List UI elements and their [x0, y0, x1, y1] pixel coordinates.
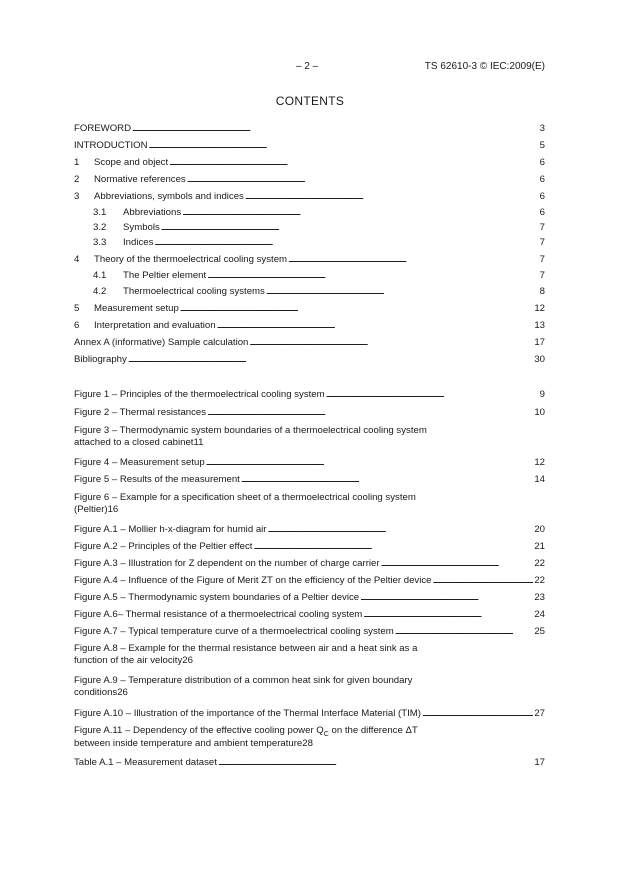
toc-tables [74, 752, 545, 769]
toc-entry-1[interactable]: 1 Scope and object . . . 6 [74, 152, 545, 169]
figure-entry[interactable]: Figure 1 – Principles of the thermoelectrical cooling system . . . 9 [74, 382, 545, 401]
toc-entry-foreword[interactable]: FOREWORD . . . 3 [74, 118, 545, 135]
figure-entry[interactable]: Figure 2 – Thermal resistances . . . 10 [74, 401, 545, 419]
toc-entry-3-3[interactable]: 3.3 Indices . . . 7 [74, 234, 545, 249]
document-id: TS 62610-3 © IEC:2009(E) [424, 61, 545, 72]
page-number: – 2 – [296, 61, 319, 72]
toc-entry-annex-a[interactable]: Annex A (informative) Sample calculation . . . 17 [74, 332, 545, 349]
table-entry[interactable]: Table A.1 – Measurement dataset . . . 17 [74, 752, 545, 769]
figure-entry[interactable]: Figure 5 – Results of the measurement . . . 14 [74, 469, 545, 486]
page-header [0, 61, 620, 75]
toc-entry-4[interactable]: 4 Theory of the thermoelectrical cooling system . . . 7 [74, 249, 545, 266]
contents-title: CONTENTS [275, 94, 345, 108]
figure-entry[interactable]: Figure A.7 – Typical temperature curve of a thermoelectrical cooling system . . . 25 [74, 621, 545, 638]
figure-entry[interactable]: Figure A.4 – Influence of the Figure of Merit ZT on the efficiency of the Peltier device . . . 22 [74, 570, 545, 587]
toc-entry-2[interactable]: 2 Normative references . . . 6 [74, 169, 545, 186]
toc-entry-introduction[interactable]: INTRODUCTION . . . 5 [74, 135, 545, 152]
figure-entry[interactable]: Figure 6 – Example for a specification sheet of a thermoelectrical cooling system (Peltier) 16 [74, 492, 416, 515]
figure-entry[interactable]: Figure A.6– Thermal resistance of a thermoelectrical cooling system . . . 24 [74, 604, 545, 621]
figure-entry[interactable]: Figure A.8 – Example for the thermal resistance between air and a heat sink as a function of the air velocity 26 [74, 643, 418, 666]
figure-entry[interactable]: Figure A.11 – Dependency of the effective cooling power $Q_C$ on the difference ΔT between inside temperature and ambient temperature 28 [74, 725, 418, 749]
figure-entry[interactable]: Figure A.9 – Temperature distribution of a common heat sink for given boundary conditions 26 [74, 675, 413, 698]
toc-entry-3-1[interactable]: 3.1 Abbreviations . . . 6 [74, 203, 545, 219]
toc-entry-6[interactable]: 6 Interpretation and evaluation . . . 13 [74, 315, 545, 332]
toc-entry-3[interactable]: 3 Abbreviations, symbols and indices . . . 6 [74, 186, 545, 203]
toc-entry-bibliography[interactable]: Bibliography . . . 30 [74, 349, 545, 366]
figure-entry[interactable]: Figure A.5 – Thermodynamic system boundaries of a Peltier device . . . 23 [74, 587, 545, 604]
toc-figures [74, 382, 545, 752]
figure-entry[interactable]: Figure 3 – Thermodynamic system boundaries of a thermoelectrical cooling system attached to a closed cabinet 11 [74, 425, 427, 448]
figure-entry[interactable]: Figure A.3 – Illustration for Z dependent on the number of charge carrier . . . 22 [74, 553, 545, 570]
figure-entry[interactable]: Figure A.1 – Mollier h-x-diagram for humid air . . . 20 [74, 519, 545, 536]
toc-entry-5[interactable]: 5 Measurement setup . . . 12 [74, 298, 545, 315]
toc-entry-3-2[interactable]: 3.2 Symbols . . . 7 [74, 219, 545, 234]
toc-entry-4-1[interactable]: 4.1 The Peltier element . . . 7 [74, 266, 545, 282]
figure-entry[interactable]: Figure A.10 – Illustration of the importance of the Thermal Interface Material (TIM) . . . 27 [74, 702, 545, 720]
toc-sections [74, 118, 545, 366]
figure-entry[interactable]: Figure 4 – Measurement setup . . . 12 [74, 452, 545, 469]
toc-entry-4-2[interactable]: 4.2 Thermoelectrical cooling systems . . . 8 [74, 282, 545, 298]
figure-entry[interactable]: Figure A.2 – Principles of the Peltier effect . . . 21 [74, 536, 545, 553]
